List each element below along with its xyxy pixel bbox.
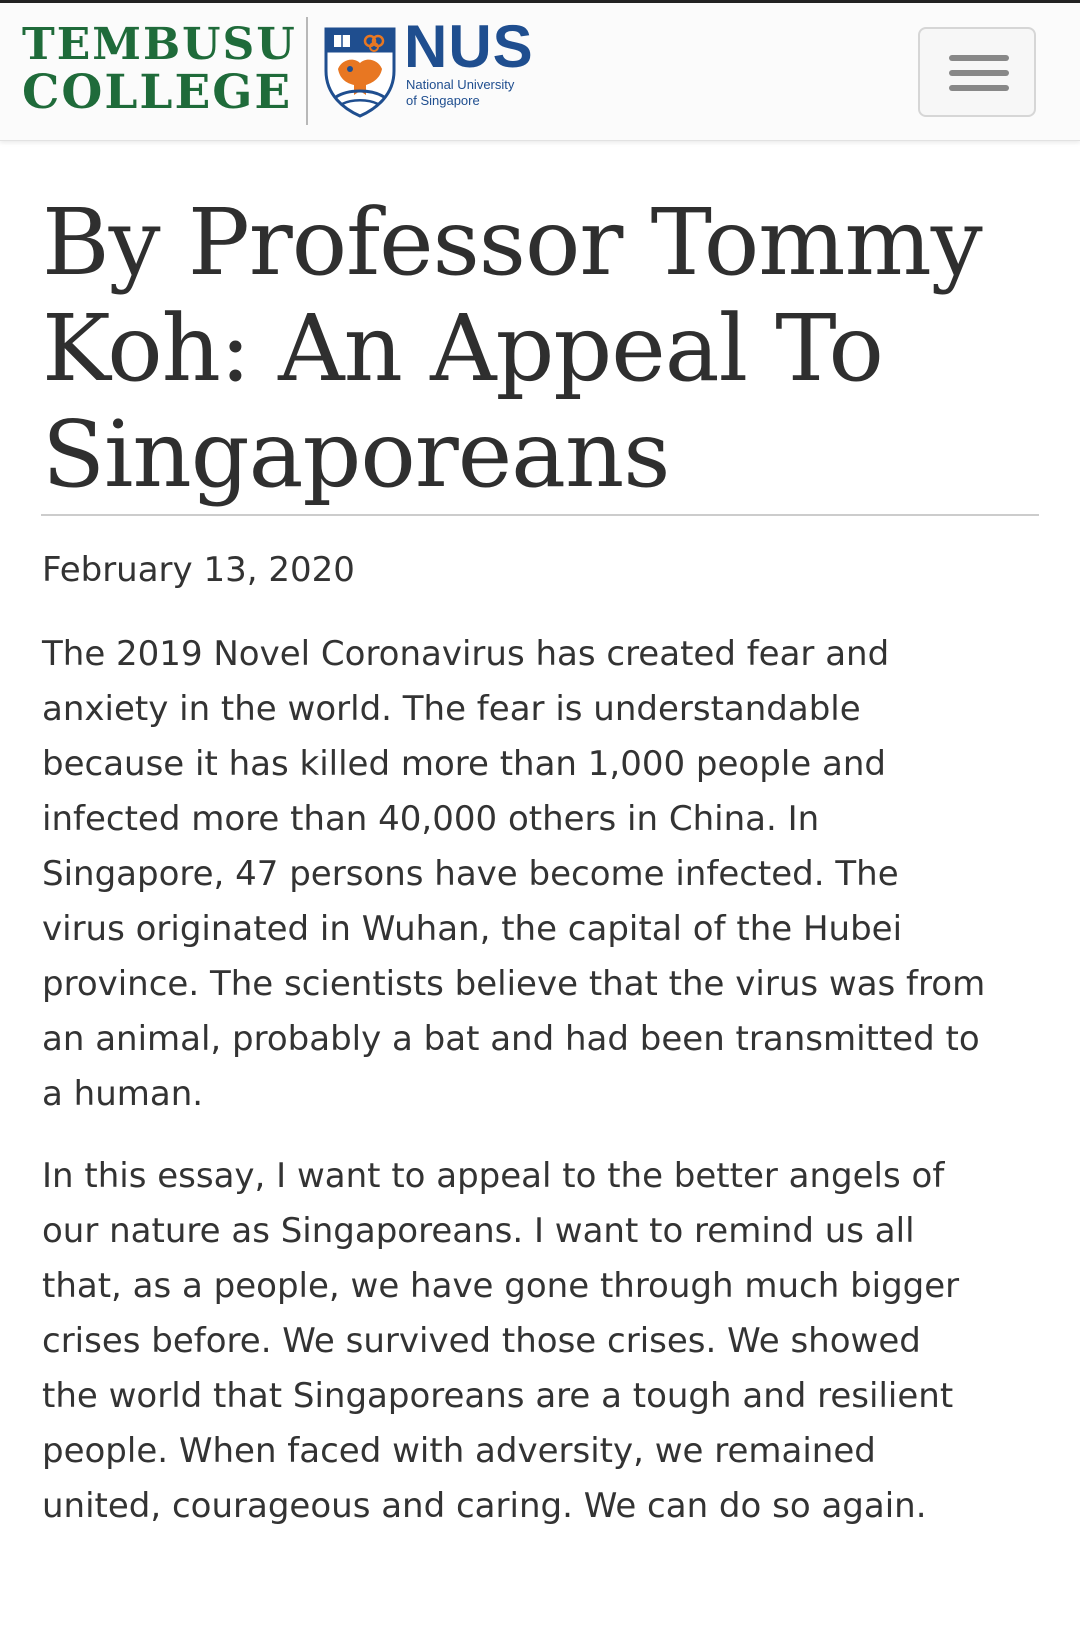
article-date: February 13, 2020 [42,550,355,590]
article-paragraph: In this essay, I want to appeal to the better angels of our nature as Singaporeans. I want to remind us all that, as a people, we have gone through much bigger crises before. We survived those crises. We showed the world that Singaporeans are a tough and resilient people. When faced with adversity, we remained united, courageous and caring. We can do so again. [42,1156,960,1526]
nus-wordmark[interactable]: NUS [404,13,534,80]
tembusu-college-logo[interactable] [22,19,297,120]
title-divider [41,514,1039,516]
hamburger-menu-icon-bar [949,85,1009,91]
site-header [0,3,1080,141]
nus-crest-icon [322,25,398,119]
article-title: By Professor Tommy Koh: An Appeal To Singaporeans [42,189,982,508]
logo-line-college: COLLEGE [22,65,293,120]
nus-name-line1: National University [406,77,515,92]
logo-line-tembusu: TEMBUSU [22,19,297,70]
menu-toggle-button[interactable] [918,27,1036,117]
nus-full-name [406,77,514,109]
nus-name-line2: of Singapore [406,93,480,108]
article-paragraph: The 2019 Novel Coronavirus has created fear and anxiety in the world. The fear is understandable because it has killed more than 1,000 people and infected more than 40,000 others in China. In Singapore, 47 persons have become infected. The virus originated in Wuhan, the capital of the Hubei province. The scientists believe that the virus was from an animal, probably a bat and had been transmitted to a human. [42,634,986,1114]
hamburger-menu-icon-bar [949,70,1009,76]
logo-divider [306,17,308,125]
hamburger-menu-icon [949,55,1009,61]
